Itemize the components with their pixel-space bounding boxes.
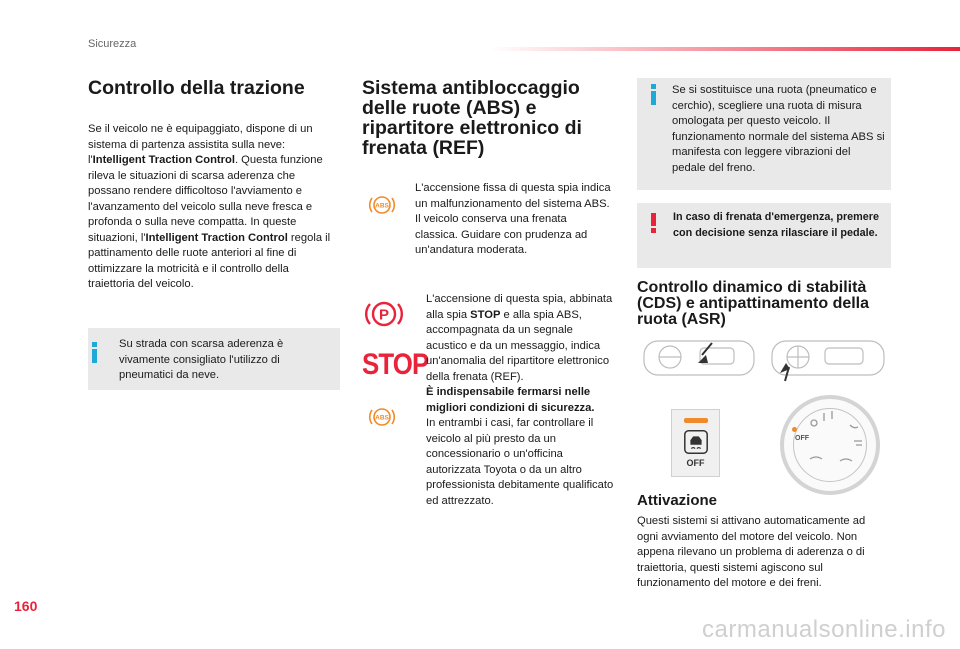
off-label: OFF — [686, 458, 705, 468]
stop-warning-icon: STOP — [362, 348, 429, 381]
traction-control-body: Se il veicolo ne è equipaggiato, dispone di un sistema di partenza assistita sulla neve: l'Intelligent Traction Control. Questa funzione rileva le situazioni di scarsa aderenza che possano rendere difficoltoso l'avviamento e l'avanzamento del veicolo sulla neve fresca e profonda o sulla neve compatta. In queste situazioni, l'Intelligent Traction Control regola il pattinamento delle ruote anteriori al fine di ottimizzare la motricità e il controllo della traiettoria del veicolo. — [88, 123, 331, 290]
info-icon — [90, 342, 100, 363]
abs-icon-label-2: ABS — [375, 414, 389, 422]
cds-asr-title: Controllo dinamico di stabilità (CDS) e antipattinamento della ruota (ASR) — [637, 279, 870, 328]
abs-fault-text: L'accensione fissa di questa spia indica un malfunzionamento del sistema ABS. Il veicolo conserva una frenata classica. Guidare con prudenza ad un'andatura moderata. — [415, 182, 611, 256]
skid-car-icon — [682, 428, 710, 456]
dashboard-illustration — [640, 333, 890, 393]
warning-icon — [649, 213, 659, 233]
abs-warning-icon-2 — [368, 405, 396, 429]
info-icon — [649, 84, 659, 105]
watermark: carmanualsonline.info — [702, 616, 946, 643]
wheel-replacement-info-text: Se si sostituisce una ruota (pneumatico e cerchio), scegliere una ruota di misura omologata per questo veicolo. Il funzionamento normale del sistema ABS si manifesta con leggere vibrazioni del pedale del freno. — [672, 84, 885, 174]
esp-off-button-image — [671, 409, 720, 477]
abs-warning-icon — [368, 193, 396, 217]
park-icon-label: P — [378, 306, 390, 324]
emergency-braking-warning-box — [637, 203, 891, 268]
activation-body: Questi sistemi si attivano automaticamente ad ogni avviamento del motore del veicolo. Non appena rilevano un problema di aderenza o di traiettoria, questi sistemi agiscono sul funzionamento del motore e dei freni. — [637, 515, 866, 589]
snow-tyre-info-text: Su strada con scarsa aderenza è vivamente consigliato l'utilizzo di pneumatici da neve. — [119, 338, 284, 381]
snow-tyre-info-box — [88, 328, 340, 390]
traction-mode-dial — [780, 395, 880, 495]
abs-icon-label: ABS — [375, 202, 389, 210]
emergency-braking-text: In caso di frenata d'emergenza, premere con decisione senza rilasciare il pedale. — [673, 211, 879, 239]
brake-warning-icon — [364, 298, 404, 330]
dial-mode-icons — [780, 395, 880, 495]
header-rule — [490, 47, 960, 51]
activation-title: Attivazione — [637, 492, 718, 509]
dial-off-label: OFF — [795, 435, 809, 442]
section-header: Sicurezza — [88, 38, 137, 50]
traction-control-title: Controllo della trazione — [88, 77, 305, 99]
ref-fault-text: L'accensione di questa spia, abbinata alla spia STOP e alla spia ABS, accompagnata da un segnale acustico e da un messaggio, indica un'anomalia del ripartitore elettronico della frenata (REF). È indispensabile fermarsi nelle migliori condizioni di sicurezza. In entrambi i casi, far controllare il veicolo al più presto da un concessionario o un'officina autorizzata Toyota o da un altro professionista debitamente qualificato ed attrezzato. — [426, 293, 614, 507]
wheel-replacement-info-box — [637, 78, 891, 190]
page-number: 160 — [14, 598, 38, 614]
abs-ref-title: Sistema antibloccaggio delle ruote (ABS) e ripartitore elettronico di frenata (REF) — [362, 77, 582, 159]
